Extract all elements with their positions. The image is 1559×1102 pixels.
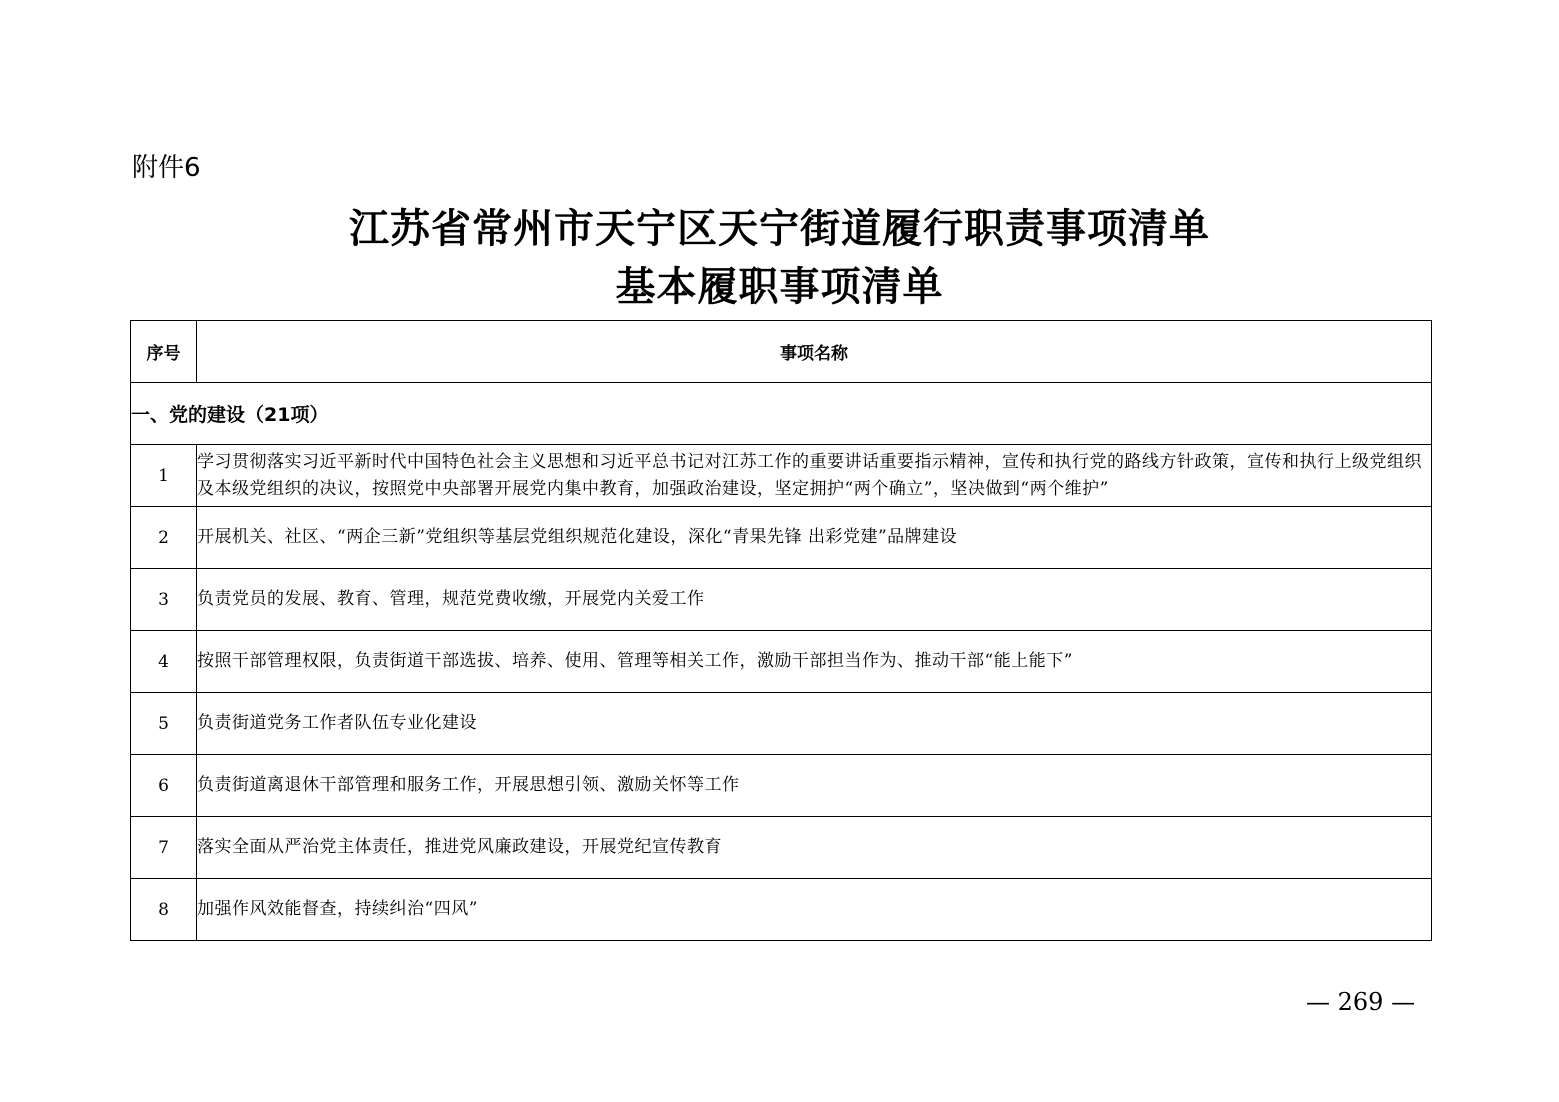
row-text: 加强作风效能督查，持续纠治“四风”: [197, 879, 1432, 941]
table-row: [131, 755, 1432, 817]
table-row: [131, 631, 1432, 693]
row-number: 3: [131, 569, 197, 631]
table-row: [131, 569, 1432, 631]
row-number: 5: [131, 693, 197, 755]
attachment-label: 附件6: [132, 153, 201, 183]
table-row: [131, 445, 1432, 507]
row-number: 8: [131, 879, 197, 941]
section-row: [131, 383, 1432, 445]
row-number: 7: [131, 817, 197, 879]
row-text: 负责街道党务工作者队伍专业化建设: [197, 693, 1432, 755]
page-number: — 269 —: [1306, 988, 1416, 1016]
row-number: 1: [131, 445, 197, 507]
row-text: 学习贯彻落实习近平新时代中国特色社会主义思想和习近平总书记对江苏工作的重要讲话重要指示精神，宣传和执行党的路线方针政策，宣传和执行上级党组织及本级党组织的决议，按照党中央部署开展党内集中教育，加强政治建设，坚定拥护“两个确立”，坚决做到“两个维护”: [197, 445, 1432, 507]
table-header-row: [131, 321, 1432, 383]
title-line-1: 江苏省常州市天宁区天宁街道履行职责事项清单: [349, 205, 1210, 252]
row-text: 落实全面从严治党主体责任，推进党风廉政建设，开展党纪宣传教育: [197, 817, 1432, 879]
table-row: [131, 693, 1432, 755]
row-number: 6: [131, 755, 197, 817]
document-title: [0, 200, 1559, 316]
row-text: 按照干部管理权限，负责街道干部选拔、培养、使用、管理等相关工作，激励干部担当作为、推动干部“能上能下”: [197, 631, 1432, 693]
row-number: 2: [131, 507, 197, 569]
table-row: [131, 507, 1432, 569]
row-text: 开展机关、社区、“两企三新”党组织等基层党组织规范化建设，深化“青果先锋 出彩党建”品牌建设: [197, 507, 1432, 569]
title-line-2: 基本履职事项清单: [615, 263, 944, 310]
row-number: 4: [131, 631, 197, 693]
duties-table: [130, 320, 1432, 941]
header-number: 序号: [131, 321, 197, 383]
row-text: 负责街道离退休干部管理和服务工作，开展思想引领、激励关怀等工作: [197, 755, 1432, 817]
header-item-name: 事项名称: [197, 321, 1432, 383]
row-text: 负责党员的发展、教育、管理，规范党费收缴，开展党内关爱工作: [197, 569, 1432, 631]
table-row: [131, 879, 1432, 941]
section-title: 一、党的建设（21项）: [131, 383, 1432, 445]
table-row: [131, 817, 1432, 879]
